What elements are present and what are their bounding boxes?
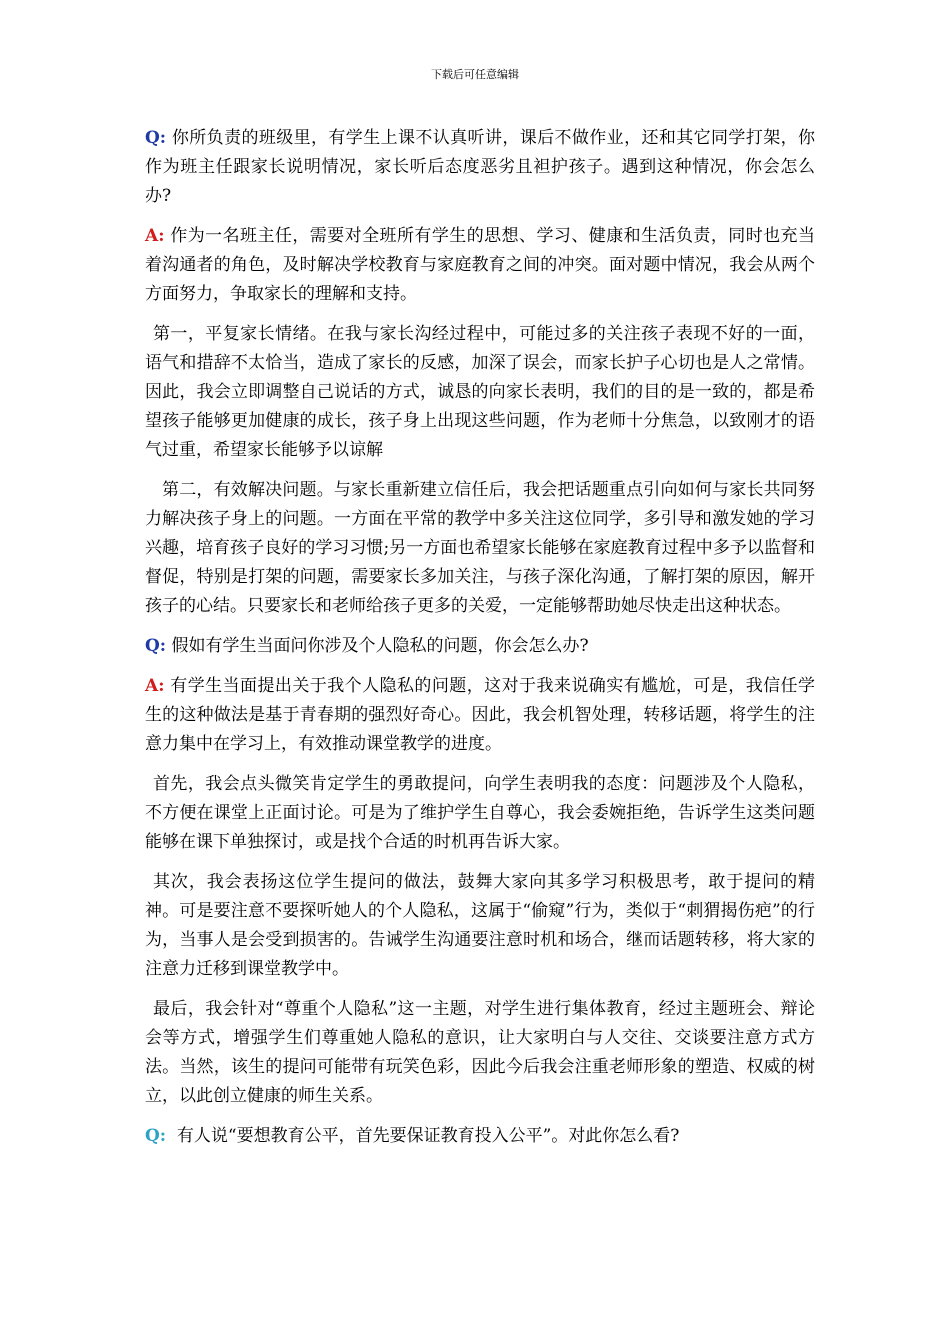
body-paragraph: 第二，有效解决问题。与家长重新建立信任后，我会把话题重点引向如何与家长共同努力解决孩子身上的问题。一方面在平常的教学中多关注这位同学，多引导和激发她的学习兴趣，培育孩子良好的学习习惯;另一方面也希望家长能够在家庭教育过程中多予以监督和督促，特别是打架的问题，需要家长多加关注，与孩子深化沟通，了解打架的原因，解开孩子的心结。只要家长和老师给孩子更多的关爱，一定能够帮助她尽快走出这种状态。 [145,480,815,616]
question-text: 你所负责的班级里，有学生上课不认真听讲，课后不做作业，还和其它同学打架，你作为班主任跟家长说明情况，家长听后态度恶劣且袒护孩子。遇到这种情况，你会怎么办? [145,128,815,206]
answer-marker: A: [145,226,165,246]
body-paragraph: 最后，我会针对“尊重个人隐私”这一主题，对学生进行集体教育，经过主题班会、辩论会等方式，增强学生们尊重她人隐私的意识，让大家明白与人交往、交谈要注意方式方法。当然，该生的提问可能带有玩笑色彩，因此今后我会注重老师形象的塑造、权威的树立，以此创立健康的师生关系。 [145,999,815,1106]
question-text: 假如有学生当面问你涉及个人隐私的问题，你会怎么办? [166,636,589,656]
answer-1 [145,222,815,309]
page-header: 下载后可任意编辑 [431,68,519,81]
body-paragraph: 首先，我会点头微笑肯定学生的勇敢提问，向学生表明我的态度：问题涉及个人隐私，不方便在课堂上正面讨论。可是为了维护学生自尊心，我会委婉拒绝，告诉学生这类问题能够在课下单独探讨，或是找个合适的时机再告诉大家。 [145,774,815,852]
question-1 [145,124,815,211]
answer-text: 作为一名班主任，需要对全班所有学生的思想、学习、健康和生活负责，同时也充当着沟通者的角色，及时解决学校教育与家庭教育之间的冲突。面对题中情况，我会从两个方面努力，争取家长的理解和支持。 [145,226,815,304]
question-3 [145,1122,815,1151]
question-marker: Q: [145,1126,167,1146]
question-2 [145,632,815,661]
question-marker: Q: [145,636,167,656]
document-body [145,124,815,1162]
body-paragraph: 第一，平复家长情绪。在我与家长沟经过程中，可能过多的关注孩子表现不好的一面，语气和措辞不太恰当，造成了家长的反感，加深了误会，而家长护子心切也是人之常情。因此，我会立即调整自己说话的方式，诚恳的向家长表明，我们的目的是一致的，都是希望孩子能够更加健康的成长，孩子身上出现这些问题，作为老师十分焦急，以致刚才的语气过重，希望家长能够予以谅解 [145,324,815,460]
body-paragraph: 其次，我会表扬这位学生提问的做法，鼓舞大家向其多学习积极思考，敢于提问的精神。可是要注意不要探听她人的个人隐私，这属于“偷窥”行为，类似于“刺猬揭伤疤”的行为，当事人是会受到损害的。告诫学生沟通要注意时机和场合，继而话题转移，将大家的注意力迁移到课堂教学中。 [145,872,815,979]
question-text: 有人说“要想教育公平，首先要保证教育投入公平”。对此你怎么看? [166,1126,680,1146]
question-marker: Q: [145,128,167,148]
answer-marker: A: [145,676,165,696]
answer-2 [145,672,815,759]
answer-text: 有学生当面提出关于我个人隐私的问题，这对于我来说确实有尴尬，可是，我信任学生的这种做法是基于青春期的强烈好奇心。因此，我会机智处理，转移话题，将学生的注意力集中在学习上，有效推动课堂教学的进度。 [145,676,815,754]
